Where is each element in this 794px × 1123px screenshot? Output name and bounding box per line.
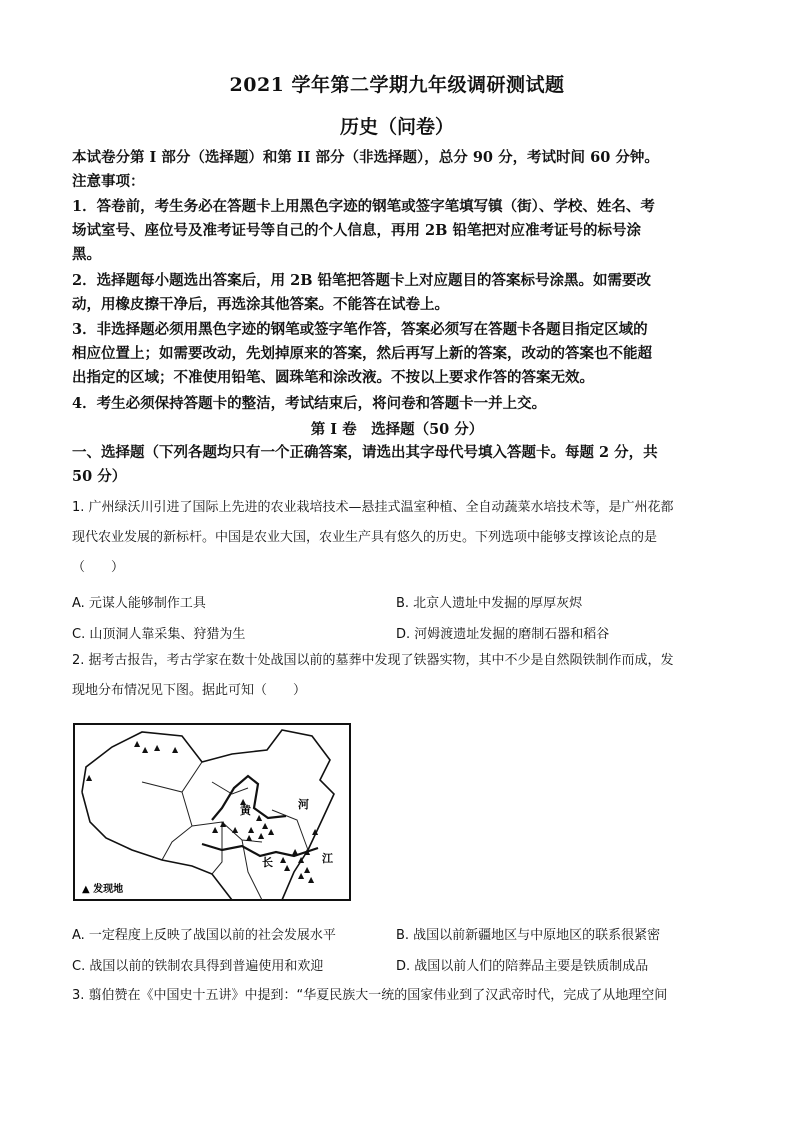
find-site-marker: ▲	[220, 819, 227, 828]
question-2-line-1: 2. 据考古报告，考古学家在数十处战国以前的墓葬中发现了铁器实物，其中不少是自然陨铁制作而成，发	[72, 653, 674, 668]
find-site-marker: ▲	[308, 875, 315, 884]
find-site-marker: ▲	[258, 831, 265, 840]
question-1-option-b[interactable]: B. 北京人遗址中发掘的厚厚灰烬	[396, 596, 583, 611]
question-2-line-2: 现地分布情况见下图。据此可知（ ）	[72, 683, 307, 698]
notice-title: 注意事项：	[72, 173, 145, 190]
exam-subtitle: 历史（问卷）	[339, 116, 454, 138]
find-site-marker: ▲	[248, 825, 255, 834]
map-label-jiang: 江	[322, 852, 333, 865]
question-1-line-3: （ ）	[72, 560, 125, 575]
notice-2-line-2: 动，用橡皮擦干净后，再选涂其他答案。不能答在试卷上。	[72, 296, 449, 313]
question-2-option-d[interactable]: D. 战国以前人们的陪葬品主要是铁质制成品	[396, 959, 649, 974]
find-site-marker: ▲	[232, 825, 239, 834]
find-site-marker: ▲	[134, 739, 141, 748]
intro-text: 本试卷分第 I 部分（选择题）和第 II 部分（非选择题），总分 90 分，考试时间 60 分钟。	[72, 149, 659, 166]
question-1-line-2: 现代农业发展的新标杆。中国是农业大国，农业生产具有悠久的历史。下列选项中能够支撑该论点的是	[72, 530, 658, 545]
question-2-option-a[interactable]: A. 一定程度上反映了战国以前的社会发展水平	[72, 928, 336, 943]
find-site-marker: ▲	[86, 773, 93, 782]
question-1-option-c[interactable]: C. 山顶洞人靠采集、狩猎为生	[72, 627, 246, 642]
notice-1-line-2: 场试室号、座位号及准考证号等自己的个人信息，再用 2B 铅笔把对应准考证号的标号涂	[72, 222, 641, 239]
map-legend: ▲ 发现地	[82, 884, 124, 895]
find-site-marker: ▲	[256, 813, 263, 822]
find-site-marker: ▲	[284, 863, 291, 872]
find-site-marker: ▲	[240, 797, 247, 806]
map-label-chang: 长	[262, 856, 273, 869]
find-site-marker: ▲	[298, 871, 305, 880]
question-2-option-b[interactable]: B. 战国以前新疆地区与中原地区的联系很紧密	[396, 928, 661, 943]
question-2-option-c[interactable]: C. 战国以前的铁制农具得到普遍使用和欢迎	[72, 959, 324, 974]
section-heading-line-2: 50 分）	[72, 468, 127, 485]
question-1-option-a[interactable]: A. 元谋人能够制作工具	[72, 596, 206, 611]
find-site-marker: ▲	[246, 833, 253, 842]
map-label-huang: 黄	[240, 804, 251, 817]
find-site-marker: ▲	[142, 745, 149, 754]
question-1-line-1: 1. 广州绿沃川引进了国际上先进的农业栽培技术—悬挂式温室种植、全自动蔬菜水培技术等，是广州花都	[72, 500, 674, 515]
find-site-marker: ▲	[312, 827, 319, 836]
question-1-option-d[interactable]: D. 河姆渡遗址发掘的磨制石器和稻谷	[396, 627, 610, 642]
find-site-marker: ▲	[304, 847, 311, 856]
find-site-marker: ▲	[262, 821, 269, 830]
section-title: 第 I 卷 选择题（50 分）	[310, 421, 484, 438]
iron-artifact-map	[72, 722, 352, 902]
find-site-marker: ▲	[292, 847, 299, 856]
notice-1-line-3: 黑。	[72, 246, 101, 263]
notice-3-line-1: 3．非选择题必须用黑色字迹的钢笔或签字笔作答，答案必须写在答题卡各题目指定区域的	[72, 321, 648, 338]
find-site-marker: ▲	[304, 865, 311, 874]
find-site-marker: ▲	[154, 743, 161, 752]
map-label-he: 河	[298, 798, 309, 811]
section-heading-line-1: 一、选择题（下列各题均只有一个正确答案，请选出其字母代号填入答题卡。每题 2 分，共	[72, 444, 658, 461]
find-site-marker: ▲	[212, 825, 219, 834]
notice-2-line-1: 2．选择题每小题选出答案后，用 2B 铅笔把答题卡上对应题目的答案标号涂黑。如需要改	[72, 272, 652, 289]
find-site-marker: ▲	[298, 855, 305, 864]
question-3-line-1: 3. 翦伯赞在《中国史十五讲》中提到：“华夏民族大一统的国家伟业到了汉武帝时代，完成了从地理空间	[72, 988, 668, 1003]
find-site-marker: ▲	[280, 855, 287, 864]
find-site-marker: ▲	[268, 827, 275, 836]
notice-3-line-3: 出指定的区域；不准使用铅笔、圆珠笔和涂改液。不按以上要求作答的答案无效。	[72, 369, 594, 386]
notice-4-line-1: 4．考生必须保持答题卡的整洁，考试结束后，将问卷和答题卡一并上交。	[72, 395, 547, 412]
notice-1-line-1: 1．答卷前，考生务必在答题卡上用黑色字迹的钢笔或签字笔填写镇（街）、学校、姓名、考	[72, 198, 655, 215]
find-site-marker: ▲	[172, 745, 179, 754]
exam-title: 2021 学年第二学期九年级调研测试题	[229, 74, 565, 96]
notice-3-line-2: 相应位置上；如需要改动，先划掉原来的答案，然后再写上新的答案，改动的答案也不能超	[72, 345, 652, 362]
